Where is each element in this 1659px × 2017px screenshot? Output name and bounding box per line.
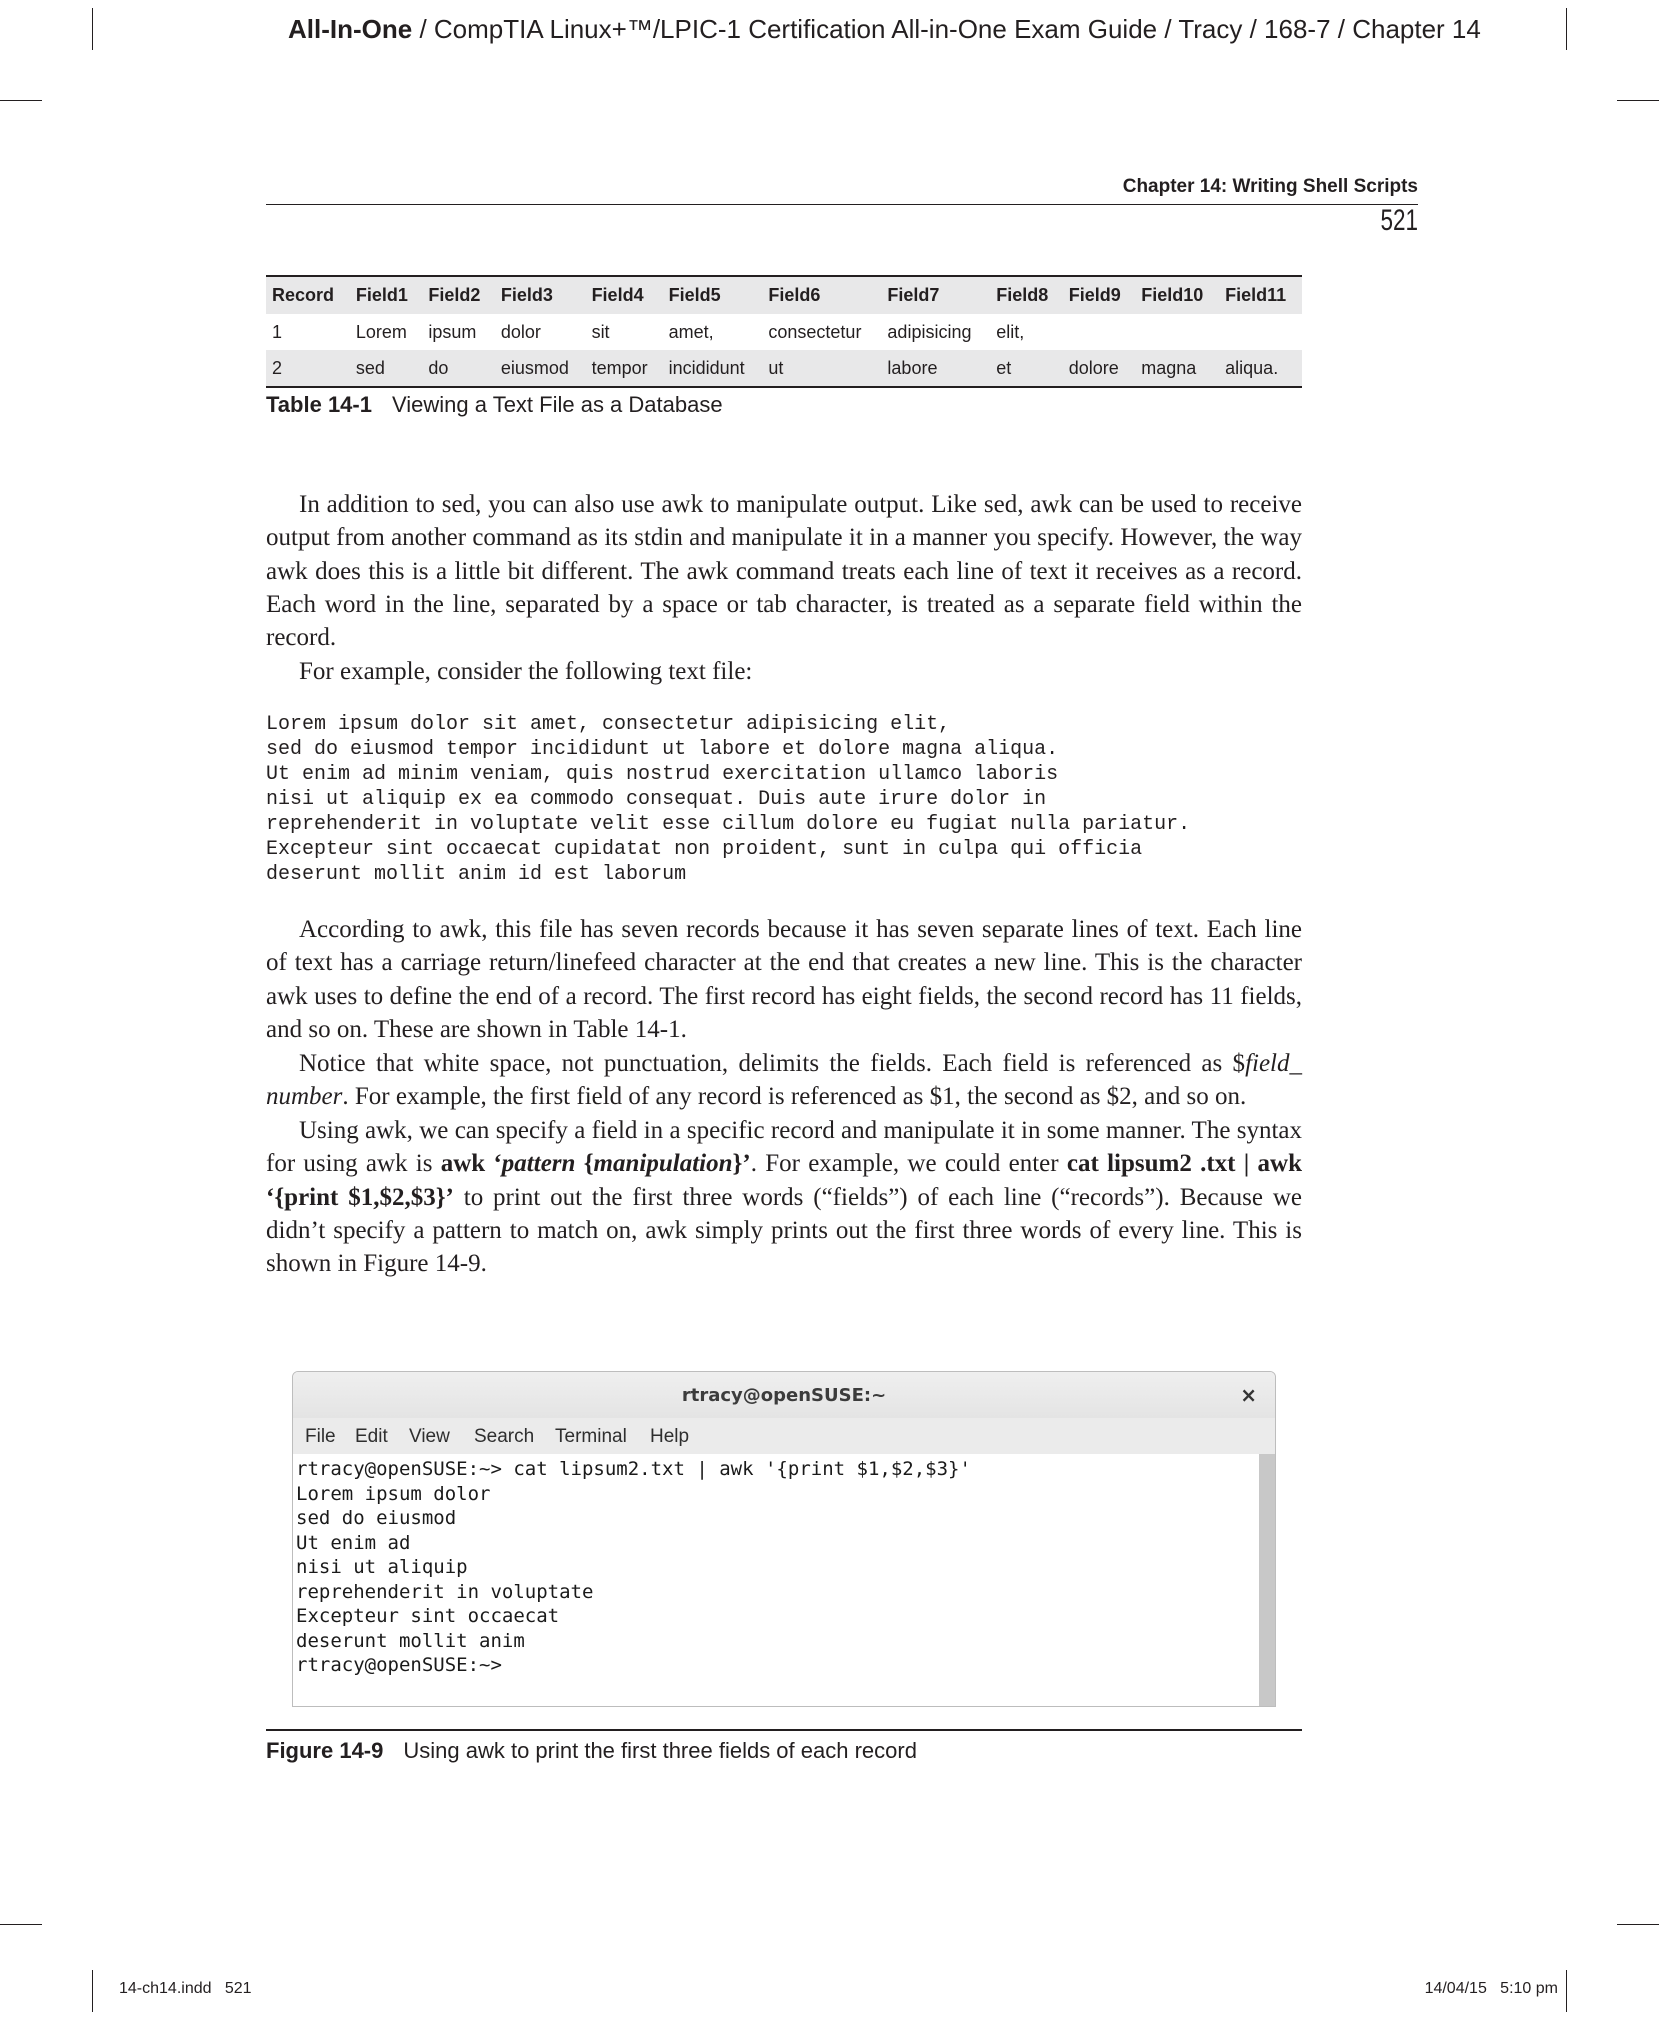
table-header-cell: Record [272, 284, 335, 305]
table-caption-text: Viewing a Text File as a Database [391, 392, 723, 417]
table-cell [1135, 314, 1219, 350]
terminal-menubar [293, 1418, 1275, 1454]
text-run: . For example, the first field of any record is referenced as $1, the second as $2, and so on. [342, 1083, 1247, 1111]
syntax-term: manipulation [593, 1150, 733, 1178]
terminal-output[interactable]: rtracy@openSUSE:~> cat lipsum2.txt | awk '{print $1,$2,$3}' Lorem ipsum dolor sed do eiusmod Ut enim ad nisi ut aliquip reprehenderit in voluptate Excepteur sint occaecat deserunt mollit anim rtracy@openSUSE:~> [296, 1458, 971, 1676]
table-cell: 2 [272, 357, 283, 378]
body-paragraph [266, 1114, 1302, 1280]
table-cell: aliqua. [1225, 357, 1279, 378]
table-cell: amet, [668, 321, 714, 342]
table-row [266, 314, 1302, 350]
book-banner [288, 14, 1508, 45]
running-head-rule [266, 204, 1418, 205]
menu-search[interactable]: Search [474, 1426, 535, 1447]
table-header-cell: Field3 [500, 284, 553, 305]
slug-file: 14-ch14.indd 521 [119, 1980, 252, 1997]
crop-mark [1566, 1970, 1567, 2012]
table-cell: Lorem [355, 321, 407, 342]
menu-view[interactable]: View [409, 1426, 450, 1447]
table-cell: dolore [1068, 357, 1119, 378]
table-header-cell: Field9 [1068, 284, 1121, 305]
banner-details: / CompTIA Linux+™/LPIC-1 Certification All-in-One Exam Guide / Tracy / 168-7 / Chapter 14 [412, 14, 1481, 44]
table-cell: et [996, 357, 1012, 378]
table-header-cell: Field8 [996, 284, 1049, 305]
command-text: awk ‘ [440, 1150, 502, 1178]
table-cell: sed [355, 357, 385, 378]
table-header-cell: Field11 [1225, 284, 1287, 305]
text-run: Using awk, we can specify a field in a specific record and manipulate it in some manner. The syntax for using awk is [266, 1117, 1302, 1178]
terminal-titlebar [293, 1372, 1275, 1418]
crop-mark [1566, 8, 1567, 50]
crop-mark [92, 8, 93, 50]
terminal-title: rtracy@openSUSE:~ [681, 1385, 887, 1406]
slug-date: 14/04/15 5:10 pm [1424, 1980, 1558, 1997]
table-header-cell: Field2 [428, 284, 481, 305]
table-cell: sit [591, 321, 610, 342]
table-cell [1063, 314, 1136, 350]
table-header-cell: Field7 [887, 284, 940, 305]
figure-caption-text: Using awk to print the first three fields of each record [403, 1738, 917, 1763]
table-cell: eiusmod [500, 357, 569, 378]
table-cell: elit, [996, 321, 1025, 342]
figure-rule [266, 1729, 1302, 1731]
table-header-row [266, 276, 1302, 314]
table-caption-label: Table 14-1 [266, 392, 372, 417]
body-paragraph [266, 1047, 1302, 1114]
table-cell: do [428, 357, 449, 378]
body-paragraph: For example, consider the following text file: [299, 658, 753, 685]
table-header-cell: Field10 [1141, 284, 1204, 305]
command-text: cat lipsum2 .txt | awk ‘{print $1,$2,$3}’ [266, 1150, 1302, 1211]
body-paragraph: According to awk, this file has seven records because it has seven separate lines of text. Each line of text has a carriage return/linefeed character at the end that creates a new line. This is the character awk uses to define the end of a record. The first record has eight fields, the second record has 11 fields, and so on. These are shown in Table 14-1. [266, 916, 1302, 1043]
syntax-term: pattern [501, 1150, 576, 1178]
banner-series: All-In-One [288, 14, 413, 44]
text-run: . For example, we could enter [750, 1150, 1067, 1178]
crop-mark [0, 1924, 42, 1925]
table-cell: consectetur [768, 321, 862, 342]
text-run: Notice that white space, not punctuation, delimits the fields. Each field is referenced as $ [299, 1050, 1246, 1077]
menu-edit[interactable]: Edit [355, 1426, 388, 1447]
crop-mark [92, 1970, 93, 2012]
menu-terminal[interactable]: Terminal [555, 1426, 627, 1447]
figure-caption [266, 1738, 917, 1764]
table-cell: labore [887, 357, 938, 378]
table-row [266, 350, 1302, 387]
close-icon[interactable]: × [1240, 1383, 1257, 1407]
figure-caption-label: Figure 14-9 [266, 1738, 384, 1763]
crop-mark [1617, 100, 1659, 101]
table-cell: dolor [500, 321, 541, 342]
table-cell [1219, 314, 1302, 350]
records-table [266, 275, 1302, 388]
page-number: 521 [1380, 204, 1418, 237]
table-header-cell: Field5 [668, 284, 721, 305]
table-header-cell: Field6 [768, 284, 821, 305]
table-cell: ipsum [428, 321, 477, 342]
code-listing: Lorem ipsum dolor sit amet, consectetur adipisicing elit, sed do eiusmod tempor incididunt ut labore et dolore magna aliqua. Ut enim ad minim veniam, quis nostrud exercitation ullamco laboris nisi ut aliquip ex ea commodo consequat. Duis aute irure dolor in reprehenderit in voluptate velit esse cillum dolore eu fugiat nulla pariatur. Excepteur sint occaecat cupidatat non proident, sunt in culpa qui officia deserunt mollit anim id est laborum [266, 713, 1191, 886]
crop-mark [0, 100, 42, 101]
table-header-cell: Field1 [355, 284, 408, 305]
table-caption [266, 392, 723, 418]
text-run: to print out the first three words (“fields”) of each line (“records”). Because we didn’t specify a pattern to match on, awk simply prints out the first three words of every line. This is shown in Figure 14-9. [266, 1183, 1302, 1278]
terminal-scrollbar[interactable] [1259, 1454, 1275, 1706]
command-text: { [575, 1150, 594, 1178]
table-cell: adipisicing [887, 321, 972, 342]
italic-term: field_ number [266, 1050, 1302, 1111]
running-head: Chapter 14: Writing Shell Scripts [1122, 176, 1418, 197]
table-cell: tempor [591, 357, 648, 378]
table-cell: incididunt [668, 357, 745, 378]
table-cell: magna [1141, 357, 1197, 378]
body-paragraph: In addition to sed, you can also use awk to manipulate output. Like sed, awk can be used to receive output from another command as its stdin and manipulate it in a manner you specify. However, the way awk does this is a little bit different. The awk command treats each line of text it receives as a record. Each word in the line, separated by a space or tab character, is treated as a separate field within the record. [266, 491, 1302, 652]
table-cell: ut [768, 357, 784, 378]
command-text: }’ [732, 1150, 751, 1178]
terminal-window [292, 1371, 1276, 1707]
crop-mark [1617, 1924, 1659, 1925]
table-header-cell: Field4 [591, 284, 644, 305]
menu-help[interactable]: Help [650, 1426, 690, 1447]
menu-file[interactable]: File [305, 1426, 336, 1447]
table-cell: 1 [272, 321, 283, 342]
